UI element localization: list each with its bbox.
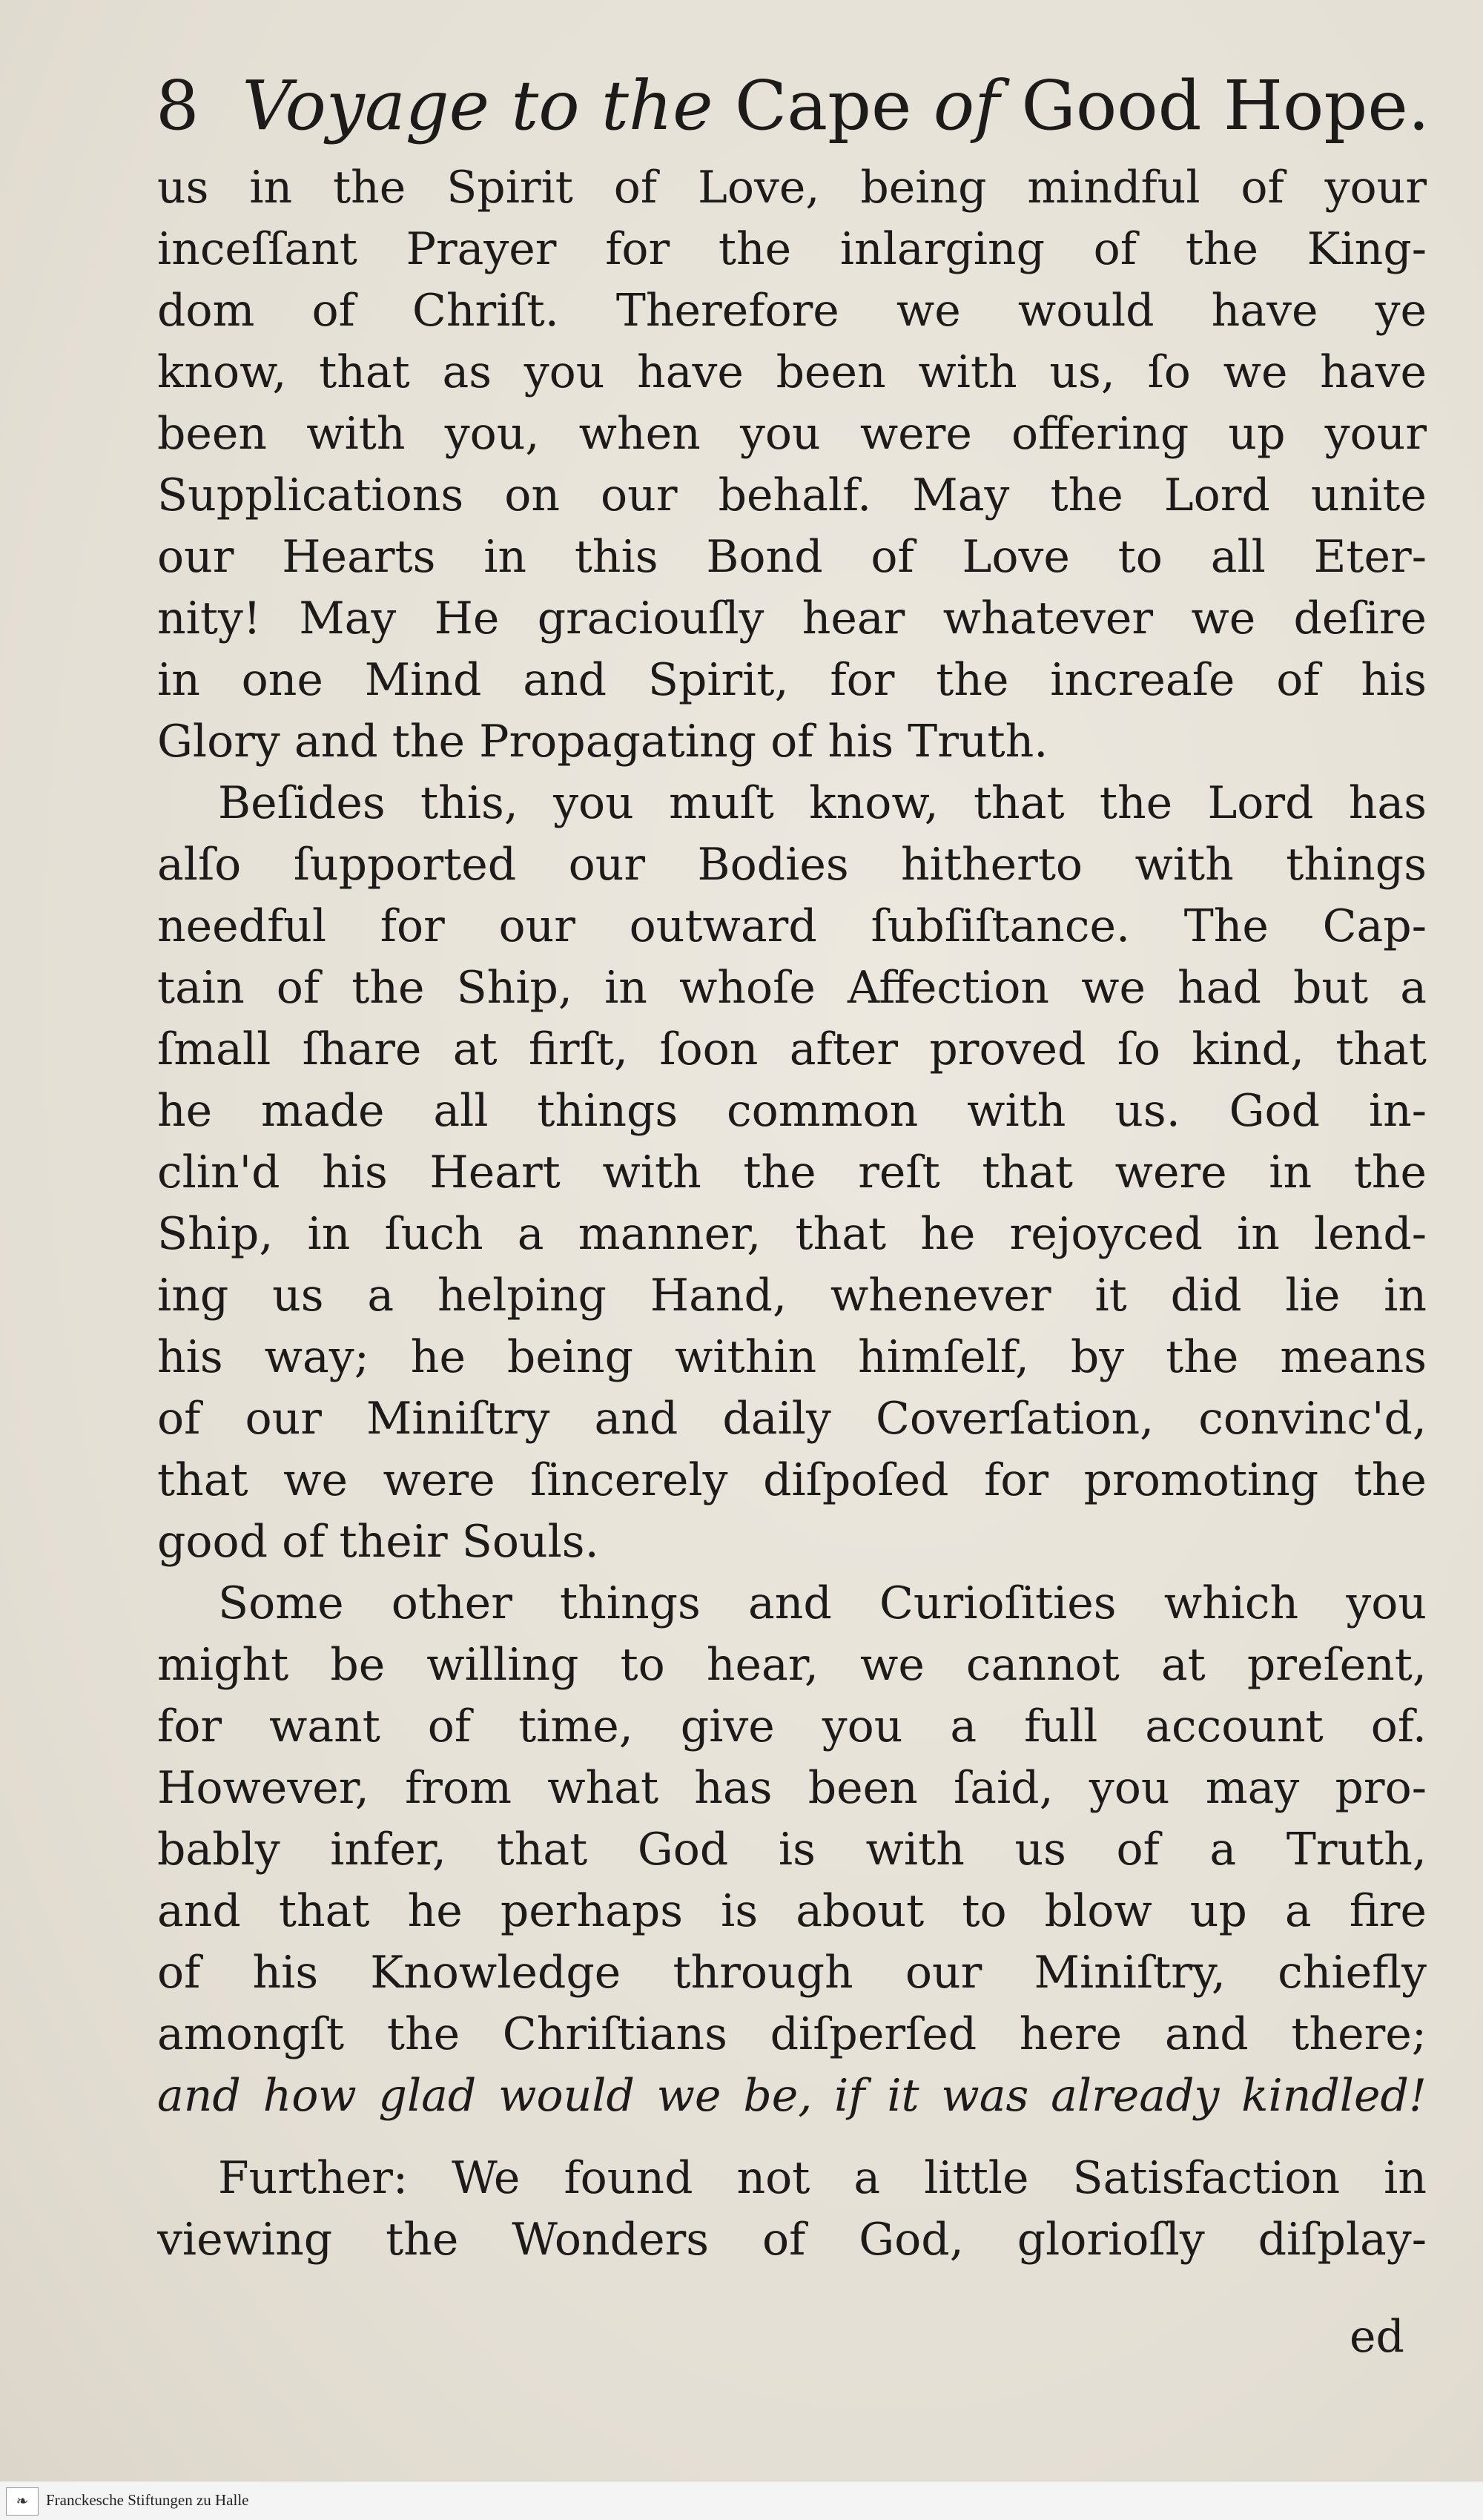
catchword: ed: [1350, 2311, 1404, 2363]
viewer-footer: [0, 2481, 1483, 2520]
text-line: ſmall ſhare at firſt, ſoon after proved ſo kind, that: [157, 1023, 1427, 1075]
text-line: in one Mind and Spirit, for the increaſe of his: [157, 654, 1427, 706]
header-title-italic: Voyage to the: [242, 66, 713, 145]
header-title-of: of: [933, 66, 1000, 145]
header-title-cape: Cape: [734, 66, 912, 145]
text-line: his way; he being within himſelf, by the means: [157, 1331, 1427, 1383]
page-number: 8: [156, 66, 199, 145]
paragraph-start-line: Beſides this, you muſt know, that the Lord has: [218, 777, 1427, 829]
text-line: inceſſant Prayer for the inlarging of the King-: [157, 223, 1427, 275]
running-header: [156, 58, 1430, 154]
text-line: our Hearts in this Bond of Love to all Eter-: [157, 531, 1427, 583]
text-line: ing us a helping Hand, whenever it did lie in: [157, 1270, 1427, 1322]
text-line: nity! May He graciouſly hear whatever we deſire: [157, 593, 1427, 644]
italic-text-line: and how glad would we be, if it was already kindled!: [157, 2070, 1427, 2122]
text-line: Ship, in ſuch a manner, that he rejoyced in lend-: [157, 1208, 1427, 1260]
text-line: been with you, when you were offering up your: [157, 408, 1427, 460]
text-line: good of their Souls.: [157, 1516, 599, 1568]
institution-credit: Franckesche Stiftungen zu Halle: [46, 2491, 249, 2509]
library-logo-icon: ❧: [6, 2487, 39, 2516]
text-line: amongſt the Chriſtians diſperſed here and there;: [157, 2008, 1427, 2060]
text-line: know, that as you have been with us, ſo we have: [157, 346, 1427, 398]
text-line: for want of time, give you a full account of.: [157, 1701, 1427, 1752]
text-line: Glory and the Propagating of his Truth.: [157, 716, 1048, 768]
text-line: alſo ſupported our Bodies hitherto with things: [157, 839, 1427, 891]
text-line: and that he perhaps is about to blow up a fire: [157, 1885, 1427, 1937]
paragraph-start-line: Some other things and Curioſities which you: [218, 1577, 1427, 1629]
text-line: that we were ſincerely diſpoſed for promoting the: [157, 1454, 1427, 1506]
paragraph-start-line: Further: We found not a little Satisfaction in: [218, 2152, 1427, 2204]
text-line: viewing the Wonders of God, glorioſly diſplay-: [157, 2214, 1427, 2266]
body-text: [157, 157, 1427, 2271]
text-line: might be willing to hear, we cannot at preſent,: [157, 1639, 1427, 1691]
header-title-end: Good Hope.: [1021, 66, 1430, 145]
text-line: of his Knowledge through our Miniſtry, chiefly: [157, 1947, 1427, 1999]
text-line: Supplications on our behalf. May the Lord unite: [157, 469, 1427, 521]
text-line: dom of Chriſt. Therefore we would have ye: [157, 285, 1427, 337]
text-line: However, from what has been ſaid, you may pro-: [157, 1762, 1427, 1814]
text-line: bably infer, that God is with us of a Truth,: [157, 1824, 1427, 1876]
text-line: of our Miniſtry and daily Coverſation, convinc'd,: [157, 1393, 1427, 1445]
paragraph-gap: [157, 2127, 1427, 2148]
text-line: needful for our outward ſubſiſtance. The Cap-: [157, 900, 1427, 952]
text-line: tain of the Ship, in whoſe Affection we had but a: [157, 962, 1427, 1014]
text-line: us in the Spirit of Love, being mindful of your: [157, 162, 1427, 214]
text-line: clin'd his Heart with the reſt that were in the: [157, 1147, 1427, 1198]
text-line: he made all things common with us. God in-: [157, 1085, 1427, 1137]
